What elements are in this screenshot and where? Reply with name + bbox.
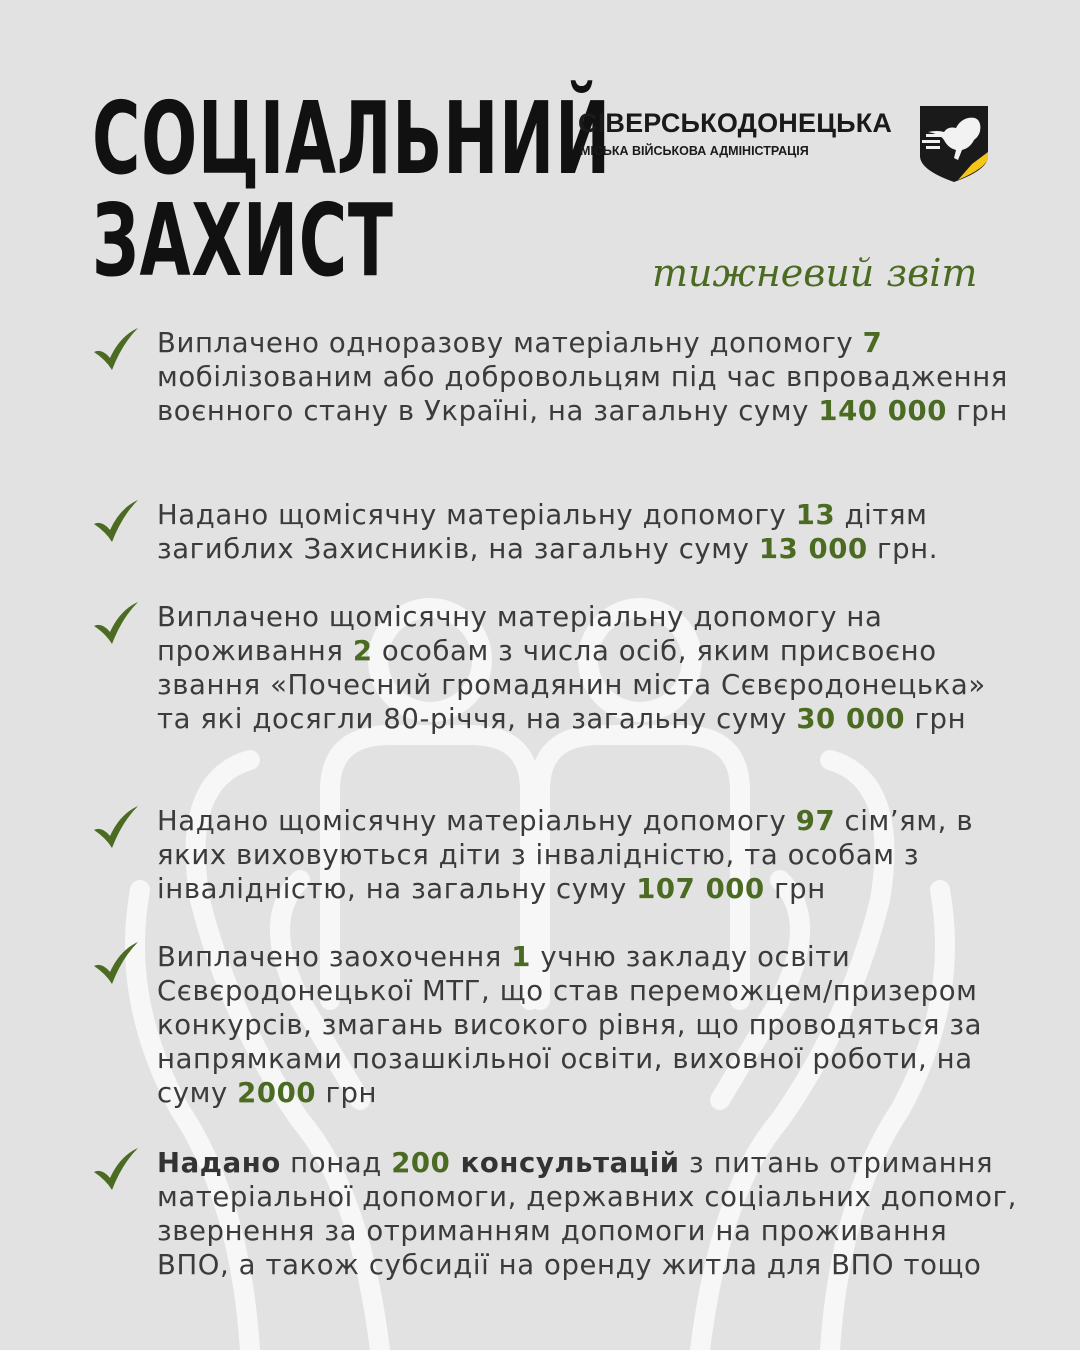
- weekly-report-subtitle: [650, 246, 995, 306]
- check-icon: [92, 804, 140, 850]
- check-icon: [92, 1146, 140, 1192]
- item-amount: 2000: [237, 1077, 317, 1109]
- item-text: Надано щомісячну матеріальну допомогу 97 сім’ям, в яких виховуються діти з інвалідністю, та особам з інвалідністю, на загальну суму 107 000 грн: [157, 805, 974, 905]
- item-number: 1: [511, 941, 532, 973]
- item-amount: 107 000: [636, 873, 765, 905]
- item-text: Виплачено заохочення 1 учню закладу освіти Сєвєродонецької МТГ, що став переможцем/призером конкурсів, змагань високого рівня, що проводяться за напрямками позашкільної освіти, виховної роботи, на суму 2000 грн: [157, 941, 983, 1109]
- org-name: СІВЕРСЬКОДОНЕЦЬКА: [578, 108, 893, 138]
- city-shield-icon: [918, 104, 990, 184]
- item-text: Виплачено щомісячну матеріальну допомогу на проживання 2 особам з числа осіб, яким присвоєно звання «Почесний громадянин міста Сєвєродонецька» та які досягли 80-річчя, на загальну суму 30 000 грн: [157, 601, 986, 735]
- title-line-1: СОЦІАЛЬНИЙ: [92, 80, 611, 197]
- org-subtitle: МІСЬКА ВІЙСЬКОВА АДМІНІСТРАЦІЯ: [580, 144, 809, 158]
- item-number: 13: [795, 499, 836, 531]
- page-title: [92, 80, 611, 299]
- item-amount: 13 000: [758, 533, 868, 565]
- item-text: Надано понад 200 консультацій з питань отримання матеріальної допомоги, державних соціальних допомог, звернення за отриманням допомоги на проживання ВПО, а також субсидії на оренду житла для ВПО тощо: [157, 1147, 1017, 1281]
- item-text: Надано щомісячну матеріальну допомогу 13 дітям загиблих Захисників, на загальну суму 13 000 грн.: [157, 499, 939, 565]
- check-icon: [92, 600, 140, 646]
- subtitle-text: тижневий звіт: [652, 251, 978, 295]
- check-icon: [92, 326, 140, 372]
- list-item: [92, 804, 1022, 906]
- title-line-2: ЗАХИСТ: [92, 182, 394, 299]
- list-item: [92, 600, 1022, 736]
- item-number: 200: [391, 1147, 451, 1179]
- list-item: [92, 326, 1022, 428]
- list-item: [92, 940, 1022, 1110]
- item-text: Виплачено одноразову матеріальну допомогу 7 мобілізованим або добровольцям під час впровадження воєнного стану в Україні, на загальну суму 140 000 грн: [157, 327, 1008, 427]
- item-number: 2: [352, 635, 373, 667]
- list-item: [92, 1146, 1022, 1282]
- list-item: [92, 498, 1022, 566]
- check-icon: [92, 498, 140, 544]
- item-amount: 140 000: [818, 395, 947, 427]
- item-number: 7: [862, 327, 883, 359]
- check-icon: [92, 940, 140, 986]
- item-amount: 30 000: [796, 703, 906, 735]
- item-number: 97: [795, 805, 836, 837]
